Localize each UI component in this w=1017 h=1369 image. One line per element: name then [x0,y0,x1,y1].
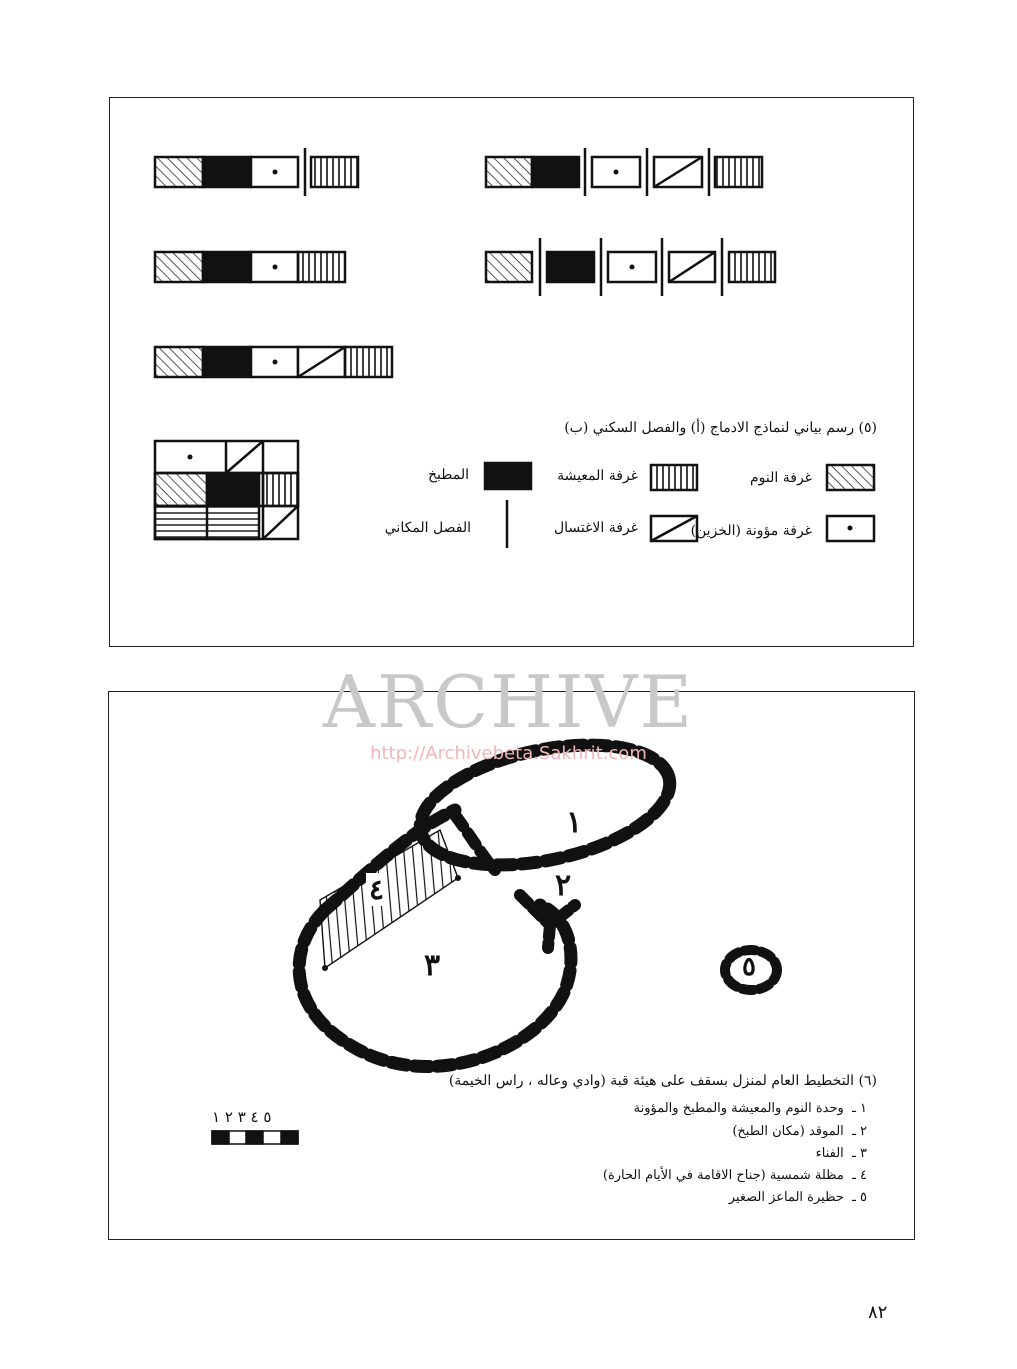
key-item-1: ١ ـ وحدة النوم والمعيشة والمطبخ والمؤونة [633,1101,867,1116]
key-item-2: ٢ ـ الموقد (مكان الطبخ) [732,1124,867,1139]
plan-label-5: ٥ [742,952,756,982]
legend-kitchen-label: المطبخ [428,467,469,483]
legend-washroom-label: غرفة الاغتسال [553,520,638,536]
watermark-url: http://Archivebeta.Sakhrit.com [370,743,647,764]
plan-label-1: ١ [566,805,583,840]
diagram-top-caption: (٥) رسم بياني لنماذج الادماج (أ) والفصل السكني (ب) [564,420,877,436]
legend-separation-label: الفصل المكاني [384,520,471,536]
legend-living-label: غرفة المعيشة [557,468,638,484]
key-item-5: ٥ ـ حظيرة الماعز الصغير [728,1190,867,1205]
legend-storage-label: غرفة مؤونة (الخزين) [690,523,812,539]
watermark-title: ARCHIVE [322,660,695,744]
scale-numbers: ٥ ٤ ٣ ٢ ١ [212,1108,272,1126]
key-item-3: ٣ ـ الفناء [815,1146,867,1161]
key-item-4: ٤ ـ مظلة شمسية (جناح الاقامة في الأيام الحارة) [602,1168,867,1183]
page-number: ٨٢ [868,1302,888,1323]
plan-label-4: ٤ [366,873,387,906]
diagram-top-frame [109,97,914,647]
plan-label-2: ٢ [555,868,572,903]
legend-bedroom-label: غرفة النوم [750,470,812,486]
diagram-bottom-frame [108,691,915,1240]
plan-label-3: ٣ [424,948,441,983]
diagram-bottom-caption: (٦) التخطيط العام لمنزل بسقف على هيئة قبة (وادي وعاله ، راس الخيمة) [448,1073,877,1089]
